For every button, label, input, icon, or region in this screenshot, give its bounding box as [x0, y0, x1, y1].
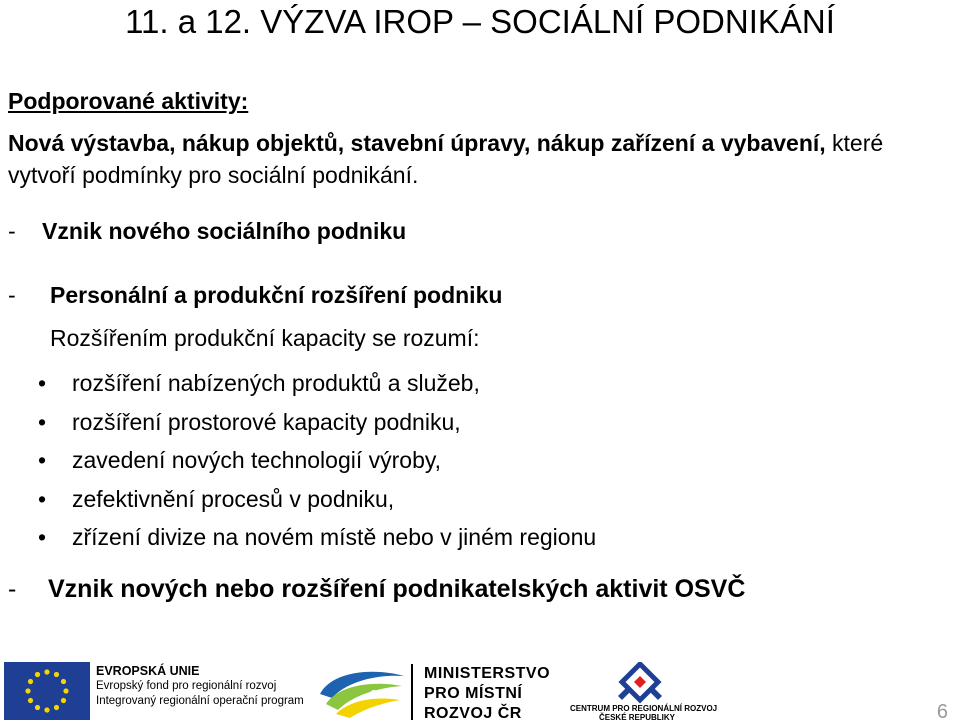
crr-line-2: ČESKÉ REPUBLIKY [598, 713, 675, 722]
bullet-marker: • [38, 485, 47, 512]
activity-label: Personální a produkční rozšíření podniku [50, 282, 503, 308]
bullet-marker: • [38, 447, 47, 473]
bullet-marker: • [38, 408, 47, 435]
activity-item-expansion [8, 280, 502, 310]
list-item-text: zavedení nových technologií výroby, [72, 447, 442, 473]
eu-programme-name: Integrovaný regionální operační program [96, 695, 304, 707]
list-item [38, 480, 596, 519]
crr-line-1: CENTRUM PRO REGIONÁLNÍ ROZVOJ [570, 704, 718, 713]
intro-paragraph [8, 127, 928, 191]
crr-logo-text [570, 704, 718, 722]
list-item-text: rozšíření nabízených produktů a služeb, [72, 370, 480, 396]
capacity-intro: Rozšířením produkční kapacity se rozumí: [50, 325, 480, 351]
list-item [38, 518, 596, 557]
crr-emblem-icon [614, 662, 666, 704]
ministry-line-2: PRO MÍSTNÍ [424, 685, 523, 702]
list-item [38, 403, 596, 442]
eu-flag-icon [4, 662, 90, 720]
page-number: 6 [936, 701, 948, 723]
list-item-text: zřízení divize na novém místě nebo v jiném regionu [72, 524, 597, 550]
irop-logo-icon [316, 664, 410, 720]
intro-regular-text: které vytvoří podmínky pro sociální podnikání. [8, 130, 884, 188]
list-item-text: zefektivnění procesů v podniku, [72, 485, 395, 512]
capacity-bullet-list [38, 364, 596, 557]
ministry-line-1: MINISTERSTVO [424, 665, 551, 682]
footer-divider [411, 664, 413, 720]
slide-title: 11. a 12. VÝZVA IROP – SOCIÁLNÍ PODNIKÁNÍ [125, 3, 835, 40]
list-item [38, 441, 596, 480]
list-item-text: rozšíření prostorové kapacity podniku, [72, 408, 461, 435]
dash-marker: - [8, 575, 17, 603]
eu-name: EVROPSKÁ UNIE [96, 664, 200, 678]
activity-label: Vznik nového sociálního podniku [42, 218, 407, 244]
intro-bold-text: Nová výstavba, nákup objektů, stavební úpravy, nákup zařízení a vybavení, [8, 130, 826, 156]
section-heading: Podporované aktivity: [8, 88, 249, 114]
list-item [38, 364, 596, 403]
activity-item-osvc [8, 573, 745, 605]
ministry-line-3: ROZVOJ ČR [424, 705, 522, 722]
bullet-marker: • [38, 370, 47, 396]
activity-label: Vznik nových nebo rozšíření podnikatelských aktivit OSVČ [48, 575, 746, 603]
ministry-logo-text [424, 664, 550, 724]
eu-fund-label [96, 664, 304, 709]
dash-marker: - [8, 218, 16, 244]
dash-marker: - [8, 282, 16, 308]
eu-fund-name: Evropský fond pro regionální rozvoj [96, 680, 277, 692]
bullet-marker: • [38, 524, 47, 550]
activity-item-new-enterprise [8, 216, 406, 246]
